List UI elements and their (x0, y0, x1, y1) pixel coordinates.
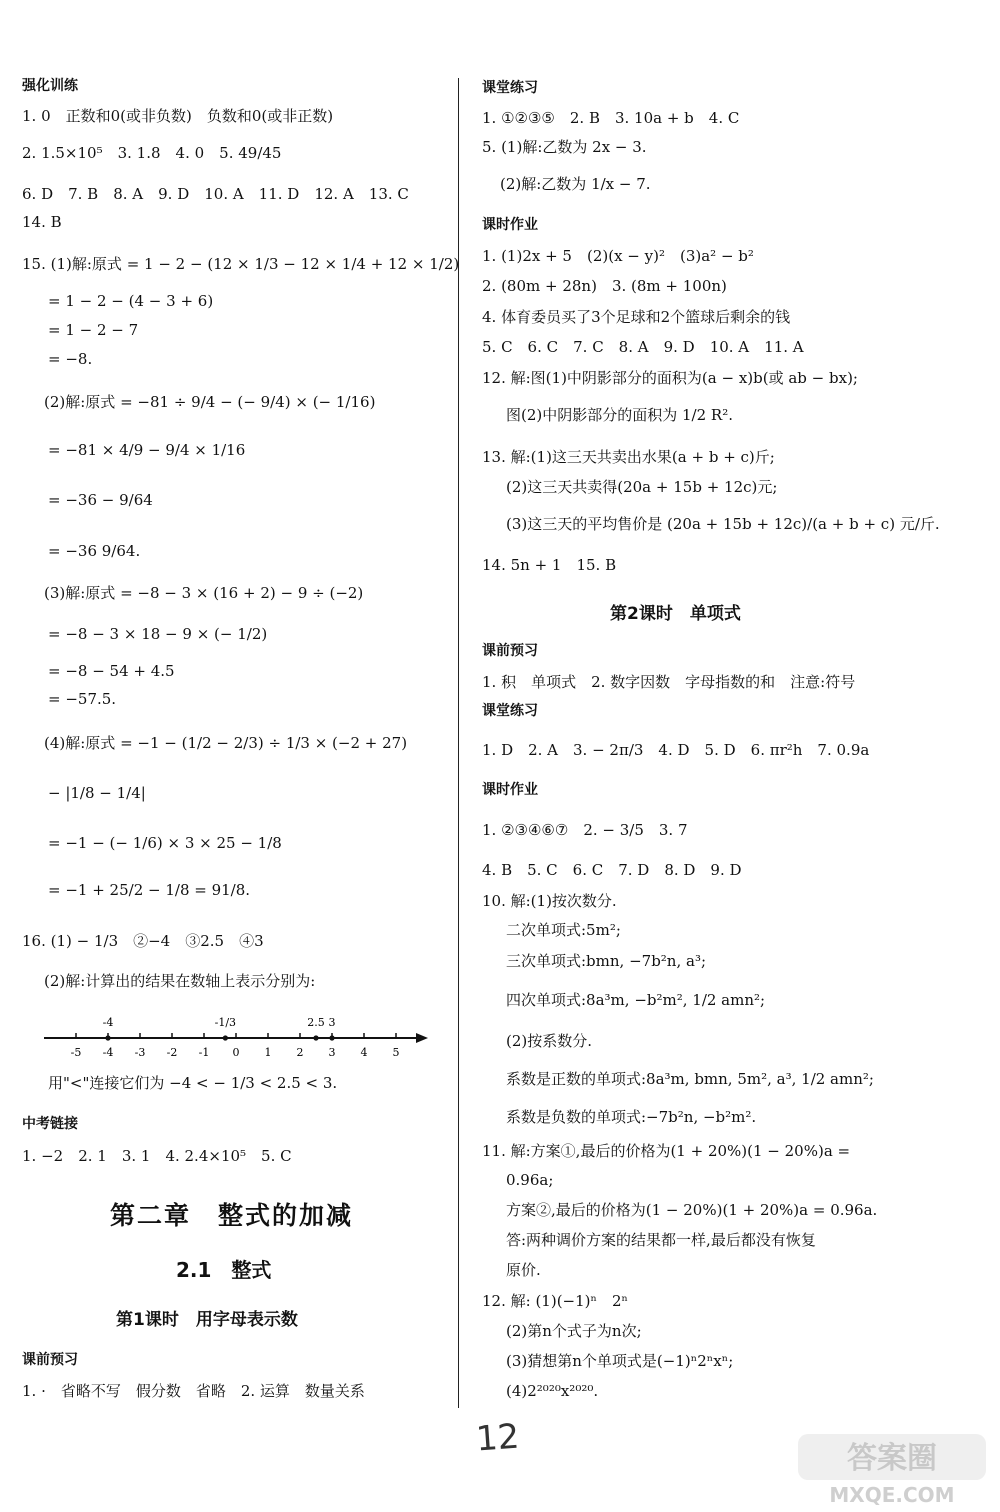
number-line-point (223, 1035, 228, 1040)
number-line-point (313, 1035, 318, 1040)
answer-line: 四次单项式:8a³m, −b²m², 1/2 amn²; (506, 991, 766, 1009)
number-line-point (105, 1035, 110, 1040)
watermark-text-top: 答案圈 (847, 1441, 937, 1476)
answer-line: 1. · 省略不写 假分数 省略 2. 运算 数量关系 (22, 1382, 365, 1400)
watermark-logo (792, 1430, 992, 1508)
answer-line: 原价. (506, 1261, 541, 1279)
number-line-tick-label: 2 (296, 1046, 304, 1059)
answer-line: 12. 解:图(1)中阴影部分的面积为(a − x)b(或 ab − bx); (482, 369, 858, 387)
answer-line: = −57.5. (48, 690, 117, 708)
answer-line: − |1/8 − 1/4| (48, 784, 146, 802)
number-line-tick-label: 3 (328, 1046, 336, 1059)
answer-line: (3)这三天的平均售价是 (20a + 15b + 12c)/(a + b + c) 元/斤. (506, 515, 940, 533)
number-line-point-label: 3 (328, 1016, 336, 1029)
answer-line: (2)按系数分. (506, 1032, 593, 1050)
answer-line: = 1 − 2 − 7 (48, 321, 139, 339)
heading-kszy: 课时作业 (482, 782, 538, 798)
number-line-tick-label: 0 (232, 1046, 240, 1059)
number-line-arrow (416, 1033, 428, 1043)
answer-line: (4)2²⁰²⁰x²⁰²⁰. (506, 1382, 599, 1400)
answer-line: 方案②,最后的价格为(1 − 20%)(1 + 20%)a = 0.96a. (506, 1201, 878, 1219)
heading-kqyx: 课前预习 (22, 1352, 78, 1368)
answer-line: = 1 − 2 − (4 − 3 + 6) (48, 292, 214, 310)
heading-ktlx: 课堂练习 (482, 703, 538, 719)
number-line-tick-label: -2 (166, 1046, 178, 1059)
answer-line: 系数是负数的单项式:−7b²n, −b²m². (506, 1108, 757, 1126)
answer-line: 1. ①②③⑤ 2. B 3. 10a + b 4. C (482, 109, 740, 127)
answer-line: 1. D 2. A 3. − 2π/3 4. D 5. D 6. πr²h 7. 0.9a (482, 741, 870, 759)
answer-line: = −8 − 54 + 4.5 (48, 662, 175, 680)
answer-line: 用"<"连接它们为 −4 < − 1/3 < 2.5 < 3. (48, 1074, 338, 1092)
number-line-tick-label: 1 (264, 1046, 272, 1059)
answer-line: 系数是正数的单项式:8a³m, bmn, 5m², a³, 1/2 amn²; (506, 1070, 874, 1088)
heading-kszy: 课时作业 (482, 217, 538, 233)
answer-line: 14. 5n + 1 15. B (482, 556, 617, 574)
answer-line: 0.96a; (506, 1171, 554, 1189)
answer-line: 11. 解:方案①,最后的价格为(1 + 20%)(1 − 20%)a = (482, 1142, 851, 1160)
number-line (40, 1000, 430, 1060)
page-number: 12 (474, 1416, 521, 1460)
number-line-point (329, 1035, 334, 1040)
answer-line: 二次单项式:5m²; (506, 921, 621, 939)
answer-line: = −8 − 3 × 18 − 9 × (− 1/2) (48, 625, 268, 643)
answer-line: 1. 0 正数和0(或非负数) 负数和0(或非正数) (22, 107, 334, 125)
number-line-tick-label: 5 (392, 1046, 400, 1059)
number-line-tick-label: -5 (70, 1046, 82, 1059)
answer-line: 14. B (22, 213, 62, 231)
answer-line: (4)解:原式 = −1 − (1/2 − 2/3) ÷ 1/3 × (−2 + 27) (44, 734, 408, 752)
heading-qhxl: 强化训练 (22, 78, 78, 94)
answer-line: = −36 9/64. (48, 542, 141, 560)
answer-line: 5. C 6. C 7. C 8. A 9. D 10. A 11. A (482, 338, 804, 356)
answer-line: = −81 × 4/9 − 9/4 × 1/16 (48, 441, 246, 459)
answer-line: (2)解:原式 = −81 ÷ 9/4 − (− 9/4) × (− 1/16) (44, 393, 376, 411)
number-line-tick-label: -3 (134, 1046, 146, 1059)
answer-line: 2. 1.5×10⁵ 3. 1.8 4. 0 5. 49/45 (22, 144, 282, 162)
answer-line: 12. 解: (1)(−1)ⁿ 2ⁿ (482, 1292, 629, 1310)
answer-line: = −1 + 25/2 − 1/8 = 91/8. (48, 881, 251, 899)
watermark-text-bottom: MXQE.COM (829, 1483, 955, 1507)
answer-line: (3)猜想第n个单项式是(−1)ⁿ2ⁿxⁿ; (506, 1352, 734, 1370)
number-line-tick-label: -1 (198, 1046, 210, 1059)
answer-line: (2)解:计算出的结果在数轴上表示分别为: (44, 972, 316, 990)
answer-line: = −1 − (− 1/6) × 3 × 25 − 1/8 (48, 834, 282, 852)
answer-line: 1. (1)2x + 5 (2)(x − y)² (3)a² − b² (482, 247, 754, 265)
heading-kqyx: 课前预习 (482, 643, 538, 659)
number-line-point-label: -1/3 (214, 1016, 237, 1029)
number-line-point-label: -4 (102, 1016, 114, 1029)
answer-line: (2)这三天共卖得(20a + 15b + 12c)元; (506, 478, 778, 496)
answer-line: (3)解:原式 = −8 − 3 × (16 + 2) − 9 ÷ (−2) (44, 584, 364, 602)
number-line-tick-label: -4 (102, 1046, 114, 1059)
answer-line: 4. 体育委员买了3个足球和2个篮球后剩余的钱 (482, 308, 791, 326)
answer-line: = −8. (48, 350, 93, 368)
answer-line: 2. (80m + 28n) 3. (8m + 100n) (482, 277, 727, 295)
answer-line: 15. (1)解:原式 = 1 − 2 − (12 × 1/3 − 12 × 1/4 + 12 × 1/2) (22, 255, 460, 273)
number-line-point-label: 2.5 (307, 1016, 325, 1029)
answer-line: 13. 解:(1)这三天共卖出水果(a + b + c)斤; (482, 448, 775, 466)
answer-line: 5. (1)解:乙数为 2x − 3. (482, 138, 647, 156)
answer-line: (2)第n个式子为n次; (506, 1322, 642, 1340)
answer-line: (2)解:乙数为 1/x − 7. (500, 175, 651, 193)
lesson-title: 第1课时 用字母表示数 (116, 1310, 298, 1330)
lesson-title: 第2课时 单项式 (610, 604, 741, 624)
chapter-title: 第二章 整式的加减 (110, 1201, 354, 1230)
answer-line: 6. D 7. B 8. A 9. D 10. A 11. D 12. A 13. C (22, 185, 409, 203)
answer-line: = −36 − 9/64 (48, 491, 153, 509)
answer-line: 16. (1) − 1/3 ②−4 ③2.5 ④3 (22, 932, 264, 950)
answer-line: 1. 积 单项式 2. 数字因数 字母指数的和 注意:符号 (482, 673, 856, 691)
answer-line: 1. ②③④⑥⑦ 2. − 3/5 3. 7 (482, 821, 688, 839)
section-title: 2.1 整式 (176, 1258, 272, 1282)
heading-ktlx: 课堂练习 (482, 80, 538, 96)
answer-line: 三次单项式:bmn, −7b²n, a³; (506, 952, 707, 970)
answer-line: 4. B 5. C 6. C 7. D 8. D 9. D (482, 861, 742, 879)
number-line-tick-label: 4 (360, 1046, 368, 1059)
column-divider (458, 78, 459, 1408)
answer-line: 10. 解:(1)按次数分. (482, 892, 617, 910)
answer-line: 图(2)中阴影部分的面积为 1/2 R². (506, 406, 734, 424)
answer-line: 1. −2 2. 1 3. 1 4. 2.4×10⁵ 5. C (22, 1147, 292, 1165)
answer-line: 答:两种调价方案的结果都一样,最后都没有恢复 (506, 1231, 816, 1249)
heading-zklj: 中考链接 (22, 1116, 78, 1132)
